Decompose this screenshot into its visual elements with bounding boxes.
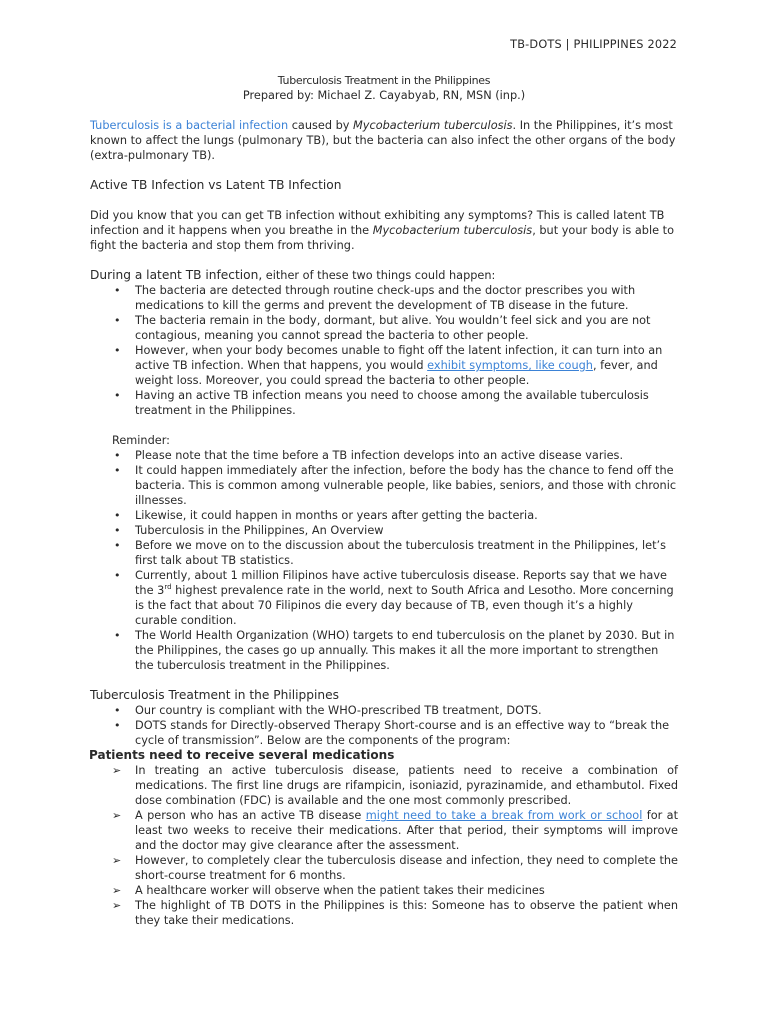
ordinal-superscript: rd [164, 583, 172, 592]
list-item [90, 808, 678, 853]
bullet-icon: • [114, 389, 121, 402]
during-lead-bold: During a latent TB infection, [90, 268, 263, 282]
bullet-icon: • [114, 704, 121, 717]
section-heading-medications: Patients need to receive several medications [89, 748, 395, 762]
reminder-bullet-list [90, 448, 678, 673]
list-item-text: The bacteria remain in the body, dormant, but alive. You wouldn’t feel sick and you are not contagious, meaning you cannot spread the bacteria to other people. [135, 314, 651, 342]
list-item [90, 718, 678, 748]
list-item-text: However, to completely clear the tuberculosis disease and infection, they need to complete the short-course treatment for 6 months. [135, 854, 678, 882]
list-item [90, 508, 678, 523]
list-item-text: Having an active TB infection means you need to choose among the available tuberculosis treatment in the Philippines. [135, 389, 649, 417]
intro-italic: Mycobacterium tuberculosis [353, 119, 513, 132]
latent-paragraph [90, 208, 678, 253]
exhibit-symptoms-link[interactable]: exhibit symptoms, like cough [427, 359, 593, 372]
page-header: TB-DOTS | PHILIPPINES 2022 [510, 38, 677, 51]
list-item-text: Before we move on to the discussion about the tuberculosis treatment in the Philippines, let’s first talk about TB statistics. [135, 539, 666, 567]
reminder-label: Reminder: [112, 434, 170, 447]
list-item-text: for at least two weeks to receive their medications. After that period, their symptoms will improve and the doctor may give clearance after the assessment. [135, 809, 678, 852]
bullet-icon: • [114, 464, 121, 477]
bullet-icon: • [114, 314, 121, 327]
list-item-text: However, when your body becomes unable to fight off the latent infection, it can turn into an active TB infection. When that happens, you would [135, 344, 663, 372]
list-item [90, 898, 678, 928]
during-latent-lead [90, 268, 678, 283]
during-lead-rest: either of these two things could happen: [262, 269, 496, 282]
title-block [0, 73, 768, 103]
arrow-bullet-icon: ➢ [112, 899, 122, 912]
arrow-bullet-icon: ➢ [112, 764, 122, 777]
list-item-text: DOTS stands for Directly-observed Therapy Short-course and is an effective way to “break the cycle of transmission”. Below are the components of the program: [135, 719, 670, 747]
bullet-icon: • [114, 344, 121, 357]
section-heading-treatment: Tuberculosis Treatment in the Philippines [90, 688, 339, 702]
bullet-icon: • [114, 509, 121, 522]
bullet-icon: • [114, 569, 121, 582]
list-item [90, 568, 678, 628]
list-item-text: Tuberculosis in the Philippines, An Overview [135, 524, 384, 537]
list-item-text: The World Health Organization (WHO) targets to end tuberculosis on the planet by 2030. But in the Philippines, the cases go up annually. This makes it all the more important to strengthen the tuberculosis treatment in the Philippines. [135, 629, 675, 672]
arrow-bullet-icon: ➢ [112, 884, 122, 897]
list-item-text: Please note that the time before a TB infection develops into an active disease varies. [135, 449, 624, 462]
latent-text-1: Did you know that you can get TB infection without exhibiting any symptoms? This is called latent TB infection and it happens when you breathe in the [90, 209, 665, 237]
intro-paragraph [90, 118, 678, 163]
bullet-icon: • [114, 629, 121, 642]
list-item-text: , fever, and weight loss. Moreover, you could spread the bacteria to other people. [135, 359, 658, 387]
list-item [90, 313, 678, 343]
list-item-text: highest prevalence rate in the world, next to South Africa and Lesotho. More concerning is the fact that about 70 Filipinos die every day because of TB, even though it’s a highly curable condition. [135, 584, 674, 627]
doc-title: Tuberculosis Treatment in the Philippines [277, 74, 491, 87]
list-item [90, 538, 678, 568]
break-from-work-link[interactable]: might need to take a break from work or school [365, 809, 643, 822]
latent-text-2: , but your body is able to fight the bacteria and stop them from thriving. [90, 224, 674, 252]
list-item [90, 388, 678, 418]
list-item-text: Currently, about 1 million Filipinos have active tuberculosis disease. Reports say that we have the 3 [135, 569, 667, 597]
list-item [90, 448, 678, 463]
bullet-icon: • [114, 524, 121, 537]
treatment-bullet-list [90, 703, 678, 748]
medications-arrow-list [90, 763, 678, 928]
list-item [90, 343, 678, 388]
bacterial-infection-link[interactable]: Tuberculosis is a bacterial infection [90, 119, 289, 132]
list-item [90, 628, 678, 673]
bullet-icon: • [114, 449, 121, 462]
doc-byline: Prepared by: Michael Z. Cayabyab, RN, MSN (inp.) [242, 89, 526, 102]
latent-bullet-list [90, 283, 678, 418]
list-item-text: In treating an active tuberculosis disease, patients need to receive a combination of medications. The first line drugs are rifampicin, isoniazid, pyrazinamide, and ethambutol. Fixed dose combination (FDC) is available and the one most commonly prescribed. [135, 764, 678, 807]
latent-italic: Mycobacterium tuberculosis [372, 224, 533, 237]
section-heading-active-vs-latent: Active TB Infection vs Latent TB Infection [90, 178, 342, 192]
list-item-text: The bacteria are detected through routine check-ups and the doctor prescribes you with medications to kill the germs and prevent the development of TB disease in the future. [135, 284, 636, 312]
list-item [90, 463, 678, 508]
list-item [90, 853, 678, 883]
list-item-text: Our country is compliant with the WHO-prescribed TB treatment, DOTS. [135, 704, 542, 717]
list-item-text: The highlight of TB DOTS in the Philippines is this: Someone has to observe the patient when they take their medications. [135, 899, 678, 927]
list-item [90, 283, 678, 313]
document-body [90, 118, 678, 928]
list-item-text: A healthcare worker will observe when the patient takes their medicines [135, 884, 545, 897]
bullet-icon: • [114, 719, 121, 732]
list-item [90, 523, 678, 538]
bullet-icon: • [114, 539, 121, 552]
arrow-bullet-icon: ➢ [112, 854, 122, 867]
list-item-text: A person who has an active TB disease [135, 809, 366, 822]
intro-text-2: . In the Philippines, it’s most known to affect the lungs (pulmonary TB), but the bacteria can also infect the other organs of the body (extra-pulmonary TB). [90, 119, 676, 162]
list-item-text: Likewise, it could happen in months or years after getting the bacteria. [135, 509, 538, 522]
list-item [90, 883, 678, 898]
intro-text-1: caused by [288, 119, 354, 132]
list-item [90, 763, 678, 808]
list-item [90, 703, 678, 718]
arrow-bullet-icon: ➢ [112, 809, 122, 822]
list-item-text: It could happen immediately after the infection, before the body has the chance to fend off the bacteria. This is common among vulnerable people, like babies, seniors, and those with chronic illnesses. [135, 464, 677, 507]
bullet-icon: • [114, 284, 121, 297]
